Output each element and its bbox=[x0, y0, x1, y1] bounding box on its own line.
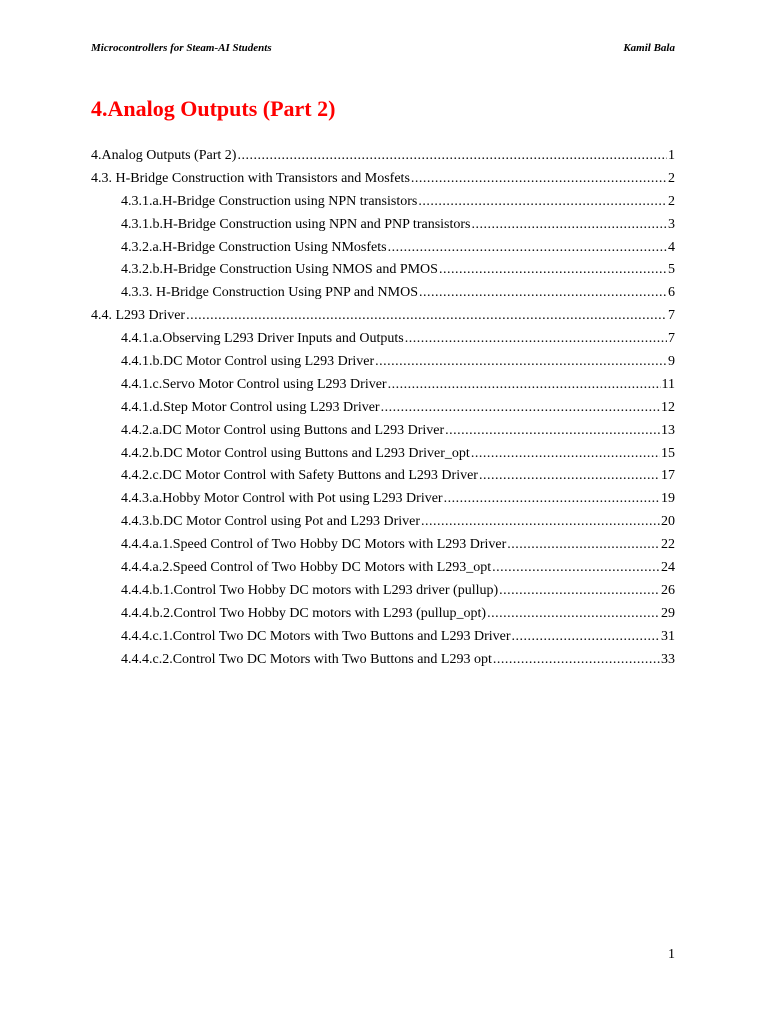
table-of-contents bbox=[91, 145, 675, 671]
page-number: 1 bbox=[668, 947, 675, 962]
toc-entry-page[interactable]: 33 bbox=[661, 651, 675, 667]
toc-dot-leader bbox=[512, 626, 660, 649]
toc-entry-page[interactable]: 6 bbox=[668, 285, 675, 301]
toc-dot-leader bbox=[479, 465, 660, 488]
toc-dot-leader bbox=[445, 420, 660, 443]
toc-entry-title[interactable]: 4.4.3.a.Hobby Motor Control with Pot using L293 Driver bbox=[121, 491, 443, 507]
toc-entry-title[interactable]: 4.4.4.c.1.Control Two DC Motors with Two Buttons and L293 Driver bbox=[121, 628, 511, 644]
toc-entry-page[interactable]: 4 bbox=[668, 239, 675, 255]
toc-entry-page[interactable]: 7 bbox=[668, 308, 675, 324]
toc-dot-leader bbox=[444, 488, 660, 511]
toc-entry[interactable] bbox=[91, 488, 675, 511]
toc-entry-page[interactable]: 20 bbox=[661, 514, 675, 530]
toc-entry-title[interactable]: 4.3. H-Bridge Construction with Transistors and Mosfets bbox=[91, 170, 410, 186]
toc-entry[interactable] bbox=[91, 259, 675, 282]
toc-entry-title[interactable]: 4.Analog Outputs (Part 2) bbox=[91, 148, 237, 163]
toc-entry-page[interactable]: 12 bbox=[661, 399, 675, 415]
toc-entry[interactable] bbox=[91, 351, 675, 374]
toc-entry-title[interactable]: 4.4.2.b.DC Motor Control using Buttons and L293 Driver_opt bbox=[121, 445, 470, 461]
toc-entry[interactable] bbox=[91, 282, 675, 305]
toc-entry-title[interactable]: 4.3.2.b.H-Bridge Construction Using NMOS and PMOS bbox=[121, 262, 438, 278]
toc-entry-page[interactable]: 17 bbox=[661, 468, 675, 484]
toc-entry[interactable] bbox=[91, 557, 675, 580]
toc-entry-page[interactable]: 22 bbox=[661, 537, 675, 553]
toc-entry[interactable] bbox=[91, 397, 675, 420]
toc-entry-page[interactable]: 9 bbox=[668, 354, 675, 370]
toc-entry-title[interactable]: 4.4.3.b.DC Motor Control using Pot and L293 Driver bbox=[121, 514, 421, 530]
toc-entry[interactable] bbox=[91, 305, 675, 328]
header-author: Kamil Bala bbox=[623, 42, 675, 54]
toc-dot-leader bbox=[471, 214, 667, 237]
toc-dot-leader bbox=[388, 374, 661, 397]
toc-entry[interactable] bbox=[91, 328, 675, 351]
toc-entry-page[interactable]: 2 bbox=[668, 193, 675, 209]
toc-entry-page[interactable]: 26 bbox=[661, 582, 675, 598]
toc-entry[interactable] bbox=[91, 237, 675, 260]
toc-entry-title[interactable]: 4.4.1.d.Step Motor Control using L293 Driver bbox=[121, 399, 380, 415]
toc-dot-leader bbox=[418, 191, 667, 214]
toc-entry-title[interactable]: 4.3.2.a.H-Bridge Construction Using NMosfets bbox=[121, 239, 387, 255]
toc-entry-title[interactable]: 4.4.4.a.1.Speed Control of Two Hobby DC Motors with L293 Driver bbox=[121, 537, 507, 553]
toc-dot-leader bbox=[381, 397, 660, 420]
toc-entry[interactable] bbox=[91, 511, 675, 534]
toc-entry-page[interactable]: 31 bbox=[661, 628, 675, 644]
toc-entry-title[interactable]: 4.4.2.a.DC Motor Control using Buttons and L293 Driver bbox=[121, 422, 445, 438]
toc-entry-page[interactable]: 3 bbox=[668, 216, 675, 232]
toc-dot-leader bbox=[411, 168, 667, 191]
toc-dot-leader bbox=[421, 511, 660, 534]
toc-dot-leader bbox=[419, 282, 667, 305]
toc-entry[interactable] bbox=[91, 420, 675, 443]
toc-entry-title[interactable]: 4.4.4.c.2.Control Two DC Motors with Two Buttons and L293 opt bbox=[121, 651, 492, 667]
toc-dot-leader bbox=[487, 603, 660, 626]
toc-entry-title[interactable]: 4.3.1.b.H-Bridge Construction using NPN and PNP transistors bbox=[121, 216, 471, 232]
toc-entry-page[interactable]: 5 bbox=[668, 262, 675, 278]
toc-entry-page[interactable]: 19 bbox=[661, 491, 675, 507]
toc-entry[interactable] bbox=[91, 580, 675, 603]
toc-entry[interactable] bbox=[91, 649, 675, 672]
toc-dot-leader bbox=[388, 237, 667, 260]
toc-dot-leader bbox=[405, 328, 667, 351]
toc-entry-page[interactable]: 24 bbox=[661, 560, 675, 576]
chapter-title: 4.Analog Outputs (Part 2) bbox=[91, 96, 336, 121]
page-header bbox=[91, 42, 675, 54]
toc-entry-title[interactable]: 4.4.1.c.Servo Motor Control using L293 Driver bbox=[121, 376, 387, 392]
toc-entry-title[interactable]: 4.4.2.c.DC Motor Control with Safety Buttons and L293 Driver bbox=[121, 468, 478, 484]
toc-dot-leader bbox=[439, 259, 667, 282]
toc-entry-title[interactable]: 4.4. L293 Driver bbox=[91, 308, 186, 324]
toc-entry[interactable] bbox=[91, 191, 675, 214]
toc-dot-leader bbox=[186, 305, 667, 328]
toc-dot-leader bbox=[492, 557, 660, 580]
toc-dot-leader bbox=[471, 443, 660, 466]
toc-entry[interactable] bbox=[91, 603, 675, 626]
toc-entry[interactable] bbox=[91, 214, 675, 237]
toc-entry-page[interactable]: 1 bbox=[668, 148, 675, 163]
toc-entry-title[interactable]: 4.3.1.a.H-Bridge Construction using NPN transistors bbox=[121, 193, 418, 209]
toc-entry-page[interactable]: 2 bbox=[668, 170, 675, 186]
toc-entry[interactable] bbox=[91, 145, 675, 168]
toc-entry-title[interactable]: 4.4.4.b.2.Control Two Hobby DC motors with L293 (pullup_opt) bbox=[121, 605, 487, 621]
toc-entry[interactable] bbox=[91, 465, 675, 488]
toc-entry[interactable] bbox=[91, 626, 675, 649]
header-book-title: Microcontrollers for Steam-AI Students bbox=[91, 42, 272, 54]
toc-dot-leader bbox=[375, 351, 667, 374]
toc-entry-title[interactable]: 4.4.1.b.DC Motor Control using L293 Driver bbox=[121, 354, 375, 370]
toc-entry-page[interactable]: 15 bbox=[661, 445, 675, 461]
toc-entry-page[interactable]: 11 bbox=[661, 376, 675, 392]
toc-entry-title[interactable]: 4.4.4.a.2.Speed Control of Two Hobby DC Motors with L293_opt bbox=[121, 560, 492, 576]
toc-entry-title[interactable]: 4.3.3. H-Bridge Construction Using PNP and NMOS bbox=[121, 285, 418, 301]
toc-entry[interactable] bbox=[91, 443, 675, 466]
toc-dot-leader bbox=[499, 580, 660, 603]
toc-entry[interactable] bbox=[91, 534, 675, 557]
toc-dot-leader bbox=[493, 649, 660, 672]
toc-entry-title[interactable]: 4.4.4.b.1.Control Two Hobby DC motors with L293 driver (pullup) bbox=[121, 582, 499, 598]
toc-entry-title[interactable]: 4.4.1.a.Observing L293 Driver Inputs and Outputs bbox=[121, 331, 404, 347]
toc-entry-page[interactable]: 7 bbox=[668, 331, 675, 347]
toc-entry-page[interactable]: 13 bbox=[661, 422, 675, 438]
toc-entry[interactable] bbox=[91, 168, 675, 191]
toc-entry[interactable] bbox=[91, 374, 675, 397]
toc-entry-page[interactable]: 29 bbox=[661, 605, 675, 621]
toc-dot-leader bbox=[507, 534, 660, 557]
toc-dot-leader bbox=[237, 145, 667, 168]
